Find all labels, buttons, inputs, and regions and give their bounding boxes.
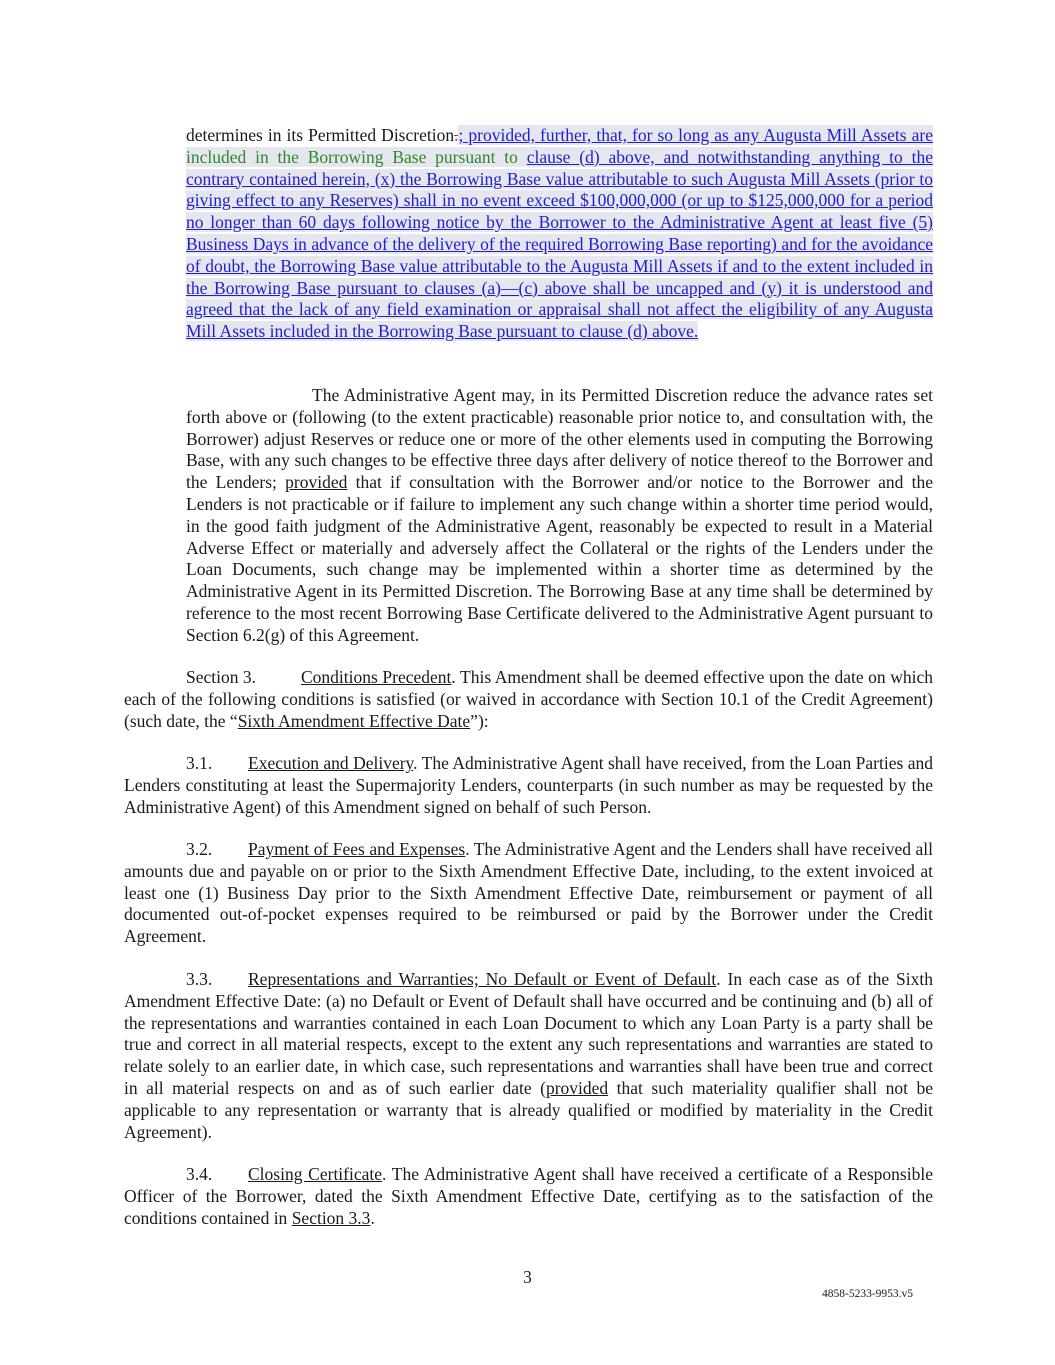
clause-text: . In each case as of the Sixth Amendment Effective Date: (a) no Default or Event of Default shall have occurred and be continuing and (b) all of the representations and warranties contained in each Loan Document to which any Loan Party is a party shall be true and correct in all material respects, except to the extent any such representations and warranties are stated to relate solely to an earlier date, in which case, such representations and warranties shall have been true and correct in all material respects on and as of such earlier date ( [124, 969, 933, 1098]
section-3-2-paragraph [124, 839, 933, 948]
paragraph-administrative-agent [186, 385, 933, 647]
clause-text: that such materiality qualifier shall not be applicable to any representation or warranty that is already qualified or modified by materiality in the Credit Agreement). [124, 1077, 933, 1142]
document-id: 4858-5233-9953.v5 [822, 1288, 914, 1300]
moved-text: included in the Borrowing Base pursuant to [186, 146, 527, 167]
provided-term: provided [545, 1077, 609, 1098]
clause-text: . The Administrative Agent shall have received, from the Loan Parties and Lenders constituting at least the Supermajority Lenders, counterparts (in such number as may be requested by the Administrative Agent) of this Amendment signed on behalf of such Person. [124, 753, 933, 817]
clause-heading: Representations and Warranties; No Default or Event of Default [248, 969, 717, 989]
paragraph-text: that if consultation with the Borrower and/or notice to the Borrower and the Lenders is not practicable or if failure to implement any such change within a shorter time period would, in the good faith judgment of the Administrative Agent, reasonably be expected to result in a Material Adverse Effect or materially and adversely affect the Collateral or the rights of the Lenders under the Loan Documents, such change may be implemented within a shorter time as determined by the Administrative Agent in its Permitted Discretion. The Borrowing Base at any time shall be determined by reference to the most recent Borrowing Base Certificate delivered to the Administrative Agent pursuant to Section 6.2(g) of this Agreement. [186, 472, 933, 645]
section-text: ”): [470, 710, 489, 731]
section-heading: Conditions Precedent [301, 667, 452, 687]
clause-text: . The Administrative Agent shall have received a certificate of a Responsible Officer of the Borrower, dated the Sixth Amendment Effective Date, certifying as to the satisfaction of the conditions contained in [124, 1164, 933, 1228]
deleted-text: . [454, 125, 459, 145]
section-3-3-paragraph [124, 969, 933, 1143]
clause-number: 3.1. [186, 753, 213, 773]
clause-number: 3.4. [186, 1164, 213, 1184]
section-number: Section 3. [186, 667, 256, 687]
clause-heading: Payment of Fees and Expenses [248, 839, 466, 859]
clause-heading: Closing Certificate [248, 1164, 383, 1184]
page-number: 3 [523, 1267, 532, 1287]
provided-term: provided [285, 472, 348, 493]
section-3-4-paragraph [124, 1164, 933, 1229]
section-cross-reference: Section 3.3 [291, 1207, 371, 1228]
clause-number: 3.3. [186, 969, 213, 989]
clause-text: . The Administrative Agent and the Lenders shall have received all amounts due and payable on or prior to the Sixth Amendment Effective Date, including, to the extent invoiced at least one (1) Business Day prior to the Sixth Amendment Effective Date, reimbursement or payment of all documented out-of-pocket expenses required to be reimbursed or paid by the Borrower under the Credit Agreement. [124, 839, 933, 947]
clause-heading: Execution and Delivery [248, 753, 414, 773]
section-3-paragraph [124, 667, 933, 732]
section-text: . This Amendment shall be deemed effective upon the date on which each of the following conditions is satisfied (or waived in accordance with Section 10.1 of the Credit Agreement) (such date, the “ [124, 667, 934, 731]
clause-text: . [370, 1207, 375, 1228]
paragraph-text: The Administrative Agent may, in its Permitted Discretion reduce the advance rates set forth above or (following (to the extent practicable) reasonable prior notice to, and consultation with, the Borrower) adjust Reserves or reduce one or more of the other elements used in computing the Borrowing Base, with any such changes to be effective three days after delivery of notice thereof to the Borrower and the Lenders; [186, 385, 933, 493]
paragraph-lead-text: determines in its Permitted Discretion [186, 125, 455, 145]
inserted-text: clause (d) above, and notwithstanding anything to the contrary contained herein, (x) the Borrowing Base value attributable to such Augusta Mill Assets (prior to giving effect to any Reserves) shall in no event exceed $100,000,000 (or up to $125,000,000 for a period no longer than 60 days following notice by the Borrower to the Administrative Agent at least five (5) Business Days in advance of the delivery of the required Borrowing Base reporting) and for the avoidance of doubt, the Borrowing Base value attributable to the Augusta Mill Assets if and to the extent included in the Borrowing Base pursuant to clauses (a)—(c) above shall be uncapped and (y) it is understood and agreed that the lack of any field examination or appraisal shall not affect the eligibility of any Augusta Mill Assets included in the Borrowing Base pursuant to clause (d) above. [186, 146, 933, 342]
clause-number: 3.2. [186, 839, 213, 859]
paragraph-permitted-discretion [186, 125, 933, 343]
inserted-text: ; provided, further, that, for so long as any Augusta Mill Assets are [458, 125, 933, 145]
defined-term: Sixth Amendment Effective Date [237, 710, 471, 731]
section-3-1-paragraph [124, 753, 933, 818]
